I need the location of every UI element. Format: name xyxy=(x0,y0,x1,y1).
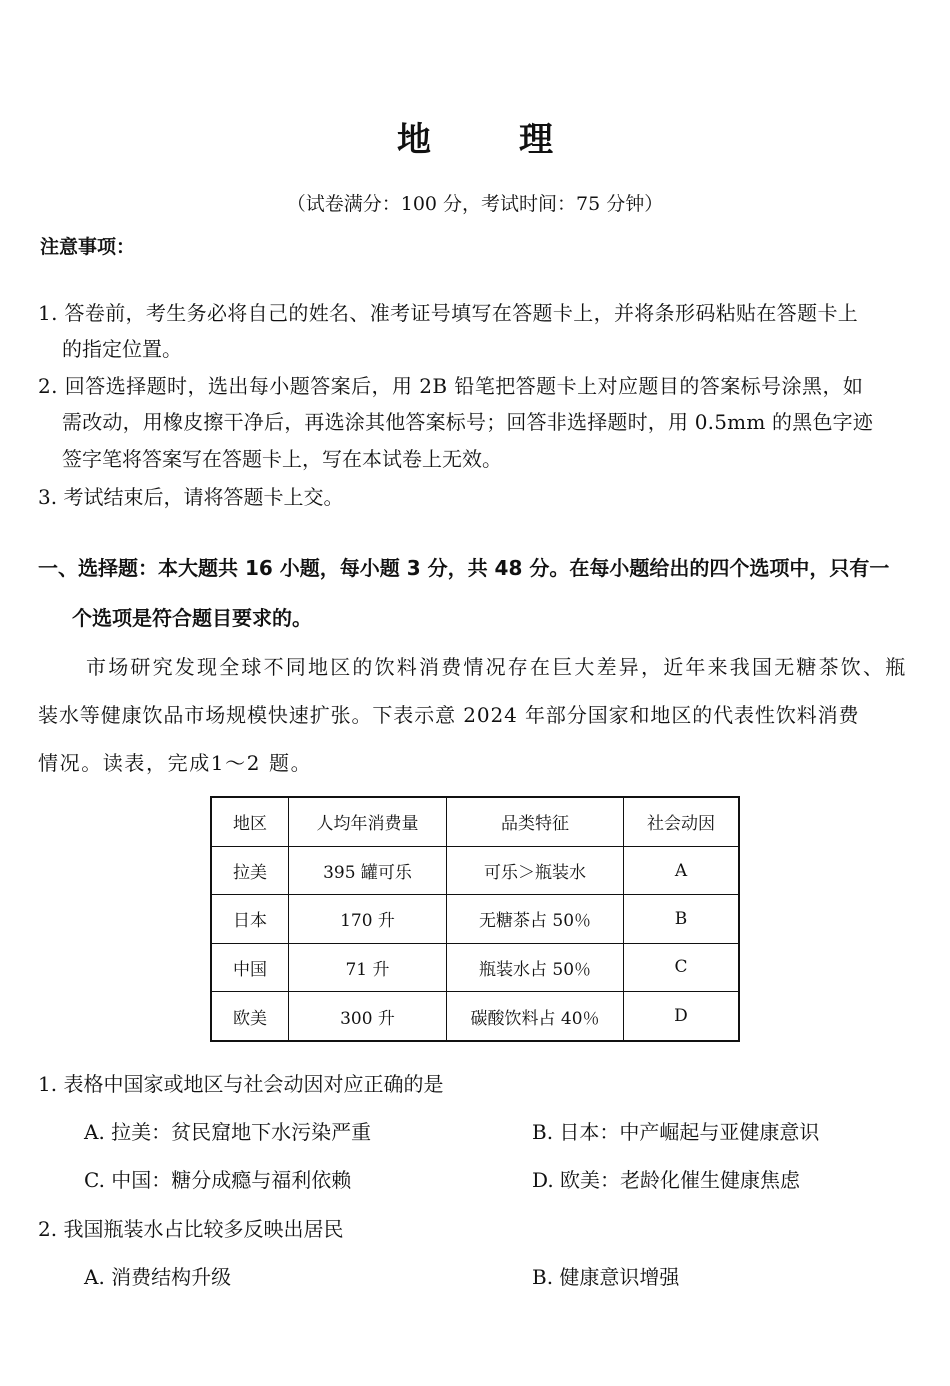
table-row xyxy=(211,992,739,1041)
table-cell: B xyxy=(624,895,740,943)
note-1-line-2: 的指定位置。 xyxy=(62,337,182,361)
notes-heading: 注意事项： xyxy=(40,236,136,258)
table-cell: 日本 xyxy=(211,895,289,943)
exam-info: （试卷满分：100 分，考试时间：75 分钟） xyxy=(286,193,664,215)
table-row xyxy=(211,846,739,894)
question-1-option-d: D. 欧美：老龄化催生健康焦虑 xyxy=(532,1168,801,1192)
question-2-option-b: B. 健康意识增强 xyxy=(532,1265,680,1289)
section-heading-line-1: 一、选择题：本大题共 16 小题，每小题 3 分，共 48 分。在每小题给出的四个选项中，只有一 xyxy=(38,556,890,580)
table-cell: 欧美 xyxy=(211,992,289,1041)
table-cell: 170 升 xyxy=(289,895,447,943)
question-1-option-c: C. 中国：糖分成瘾与福利依赖 xyxy=(84,1168,352,1192)
question-2-option-a: A. 消费结构升级 xyxy=(84,1265,232,1289)
table-header-cell: 地区 xyxy=(211,797,289,846)
table-cell: 拉美 xyxy=(211,846,289,894)
question-1-option-a: A. 拉美：贫民窟地下水污染严重 xyxy=(84,1120,372,1144)
passage-line-1: 市场研究发现全球不同地区的饮料消费情况存在巨大差异，近年来我国无糖茶饮、瓶 xyxy=(86,655,908,679)
note-3-line-1: 3. 考试结束后，请将答题卡上交。 xyxy=(38,485,344,509)
table-cell: A xyxy=(624,846,740,894)
table-header-cell: 社会动因 xyxy=(624,797,740,846)
section-heading-line-2: 个选项是符合题目要求的。 xyxy=(72,606,312,630)
passage-line-3: 情况。读表，完成1～2 题。 xyxy=(38,751,313,775)
table-cell: 可乐＞瓶装水 xyxy=(447,846,624,894)
note-2-line-3: 签字笔将答案写在答题卡上，写在本试卷上无效。 xyxy=(62,447,502,471)
table-cell: 395 罐可乐 xyxy=(289,846,447,894)
table-cell: D xyxy=(624,992,740,1041)
table-header-cell: 品类特征 xyxy=(447,797,624,846)
title-char-2: 理 xyxy=(519,120,553,160)
page-title xyxy=(0,112,950,161)
table-row xyxy=(211,895,739,943)
table-cell: 300 升 xyxy=(289,992,447,1041)
table-cell: 碳酸饮料占 40％ xyxy=(447,992,624,1041)
note-2-line-1: 2. 回答选择题时，选出每小题答案后，用 2B 铅笔把答题卡上对应题目的答案标号涂黑，如 xyxy=(38,374,864,398)
title-char-1: 地 xyxy=(397,120,431,160)
question-1-stem: 1. 表格中国家或地区与社会动因对应正确的是 xyxy=(38,1072,444,1096)
question-1-option-b: B. 日本：中产崛起与亚健康意识 xyxy=(532,1120,820,1144)
table-cell: C xyxy=(624,943,740,991)
note-1-line-1: 1. 答卷前，考生务必将自己的姓名、准考证号填写在答题卡上，并将条形码粘贴在答题卡上 xyxy=(38,301,859,325)
table-cell: 无糖茶占 50％ xyxy=(447,895,624,943)
note-2-line-2: 需改动，用橡皮擦干净后，再选涂其他答案标号；回答非选择题时，用 0.5mm 的黑色字迹 xyxy=(62,410,874,434)
table-cell: 71 升 xyxy=(289,943,447,991)
passage-line-2: 装水等健康饮品市场规模快速扩张。下表示意 2024 年部分国家和地区的代表性饮料消费 xyxy=(38,703,860,727)
question-2-stem: 2. 我国瓶装水占比较多反映出居民 xyxy=(38,1217,344,1241)
table-cell: 中国 xyxy=(211,943,289,991)
table-header-cell: 人均年消费量 xyxy=(289,797,447,846)
table-row xyxy=(211,943,739,991)
table-header-row xyxy=(211,797,739,846)
beverage-consumption-table xyxy=(210,796,740,1042)
table-cell: 瓶装水占 50％ xyxy=(447,943,624,991)
